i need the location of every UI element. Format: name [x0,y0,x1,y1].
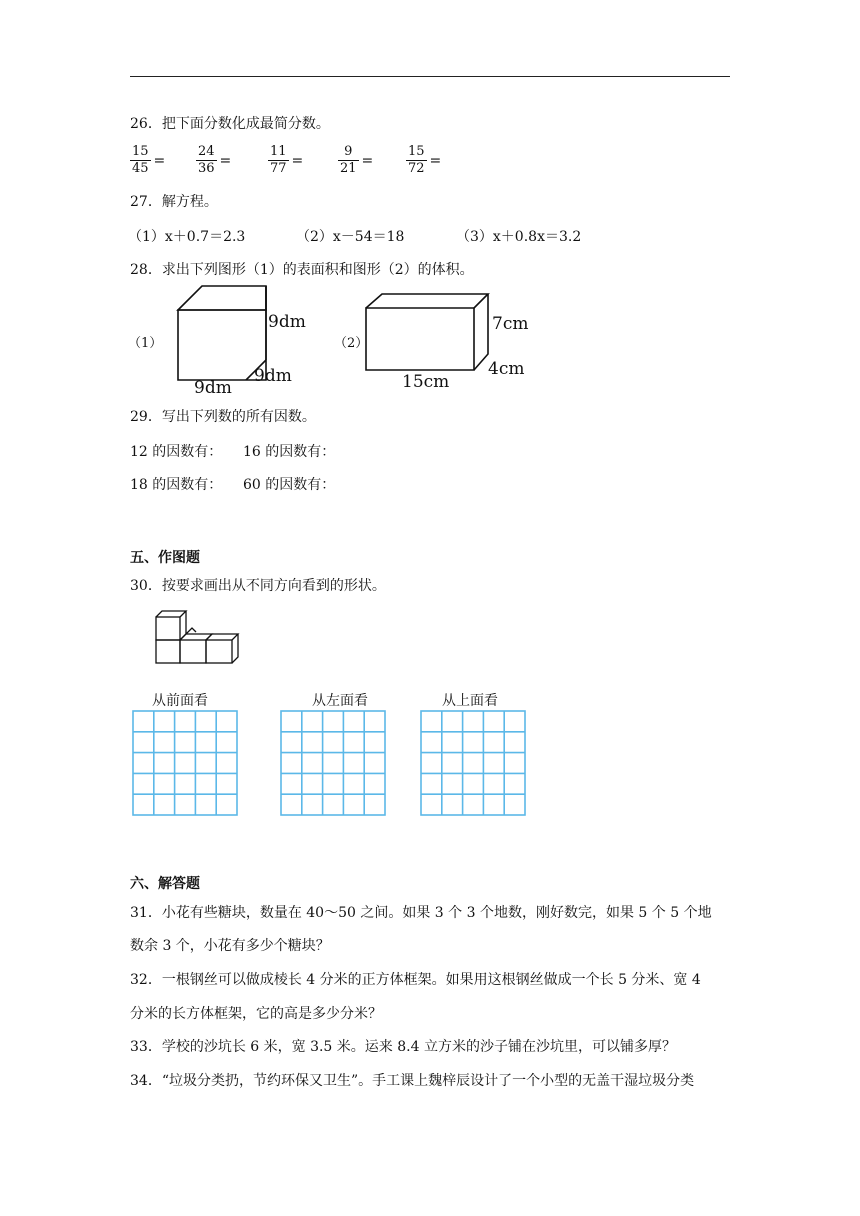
fraction-3: 11 77 = [270,144,304,176]
q32-line1: 32．一根钢丝可以做成棱长 4 分米的正方体框架。如果用这根钢丝做成一个长 5 分米、宽 4 [130,972,701,988]
factor-prompt-12: 12 的因数有： [130,444,223,460]
q31-line1: 31．小花有些糖块，数量在 40～50 之间。如果 3 个 3 个地数，刚好数完，如果 5 个 5 个地 [130,905,712,921]
grid-front-view[interactable] [132,710,238,816]
equation-3: （3）x＋0.8x＝3.2 [456,229,582,245]
factor-prompt-60: 60 的因数有： [243,477,336,493]
cuboid-length-label: 15cm [402,372,450,392]
q26-title: 26．把下面分数化成最简分数。 [130,116,330,132]
figure-1-label: （1） [128,336,163,351]
grid-top-view[interactable] [420,710,526,816]
cuboid-depth-label: 4cm [488,359,525,379]
q31-line2: 数余 3 个，小花有多少个糖块？ [130,938,330,954]
q32-line2: 分米的长方体框架，它的高是多少分米？ [130,1006,382,1022]
factor-prompt-16: 16 的因数有： [243,444,336,460]
view-front-label: 从前面看 [152,693,208,709]
cuboid-height-label: 7cm [492,314,529,334]
factor-prompt-18: 18 的因数有： [130,477,223,493]
fraction-2: 24 36 = [198,144,232,176]
grid-left-view[interactable] [280,710,386,816]
fraction-4: 9 21 = [340,144,374,176]
view-top-label: 从上面看 [442,693,498,709]
q27-title: 27．解方程。 [130,194,218,210]
q29-title: 29．写出下列数的所有因数。 [130,409,316,425]
equation-1: （1）x＋0.7＝2.3 [128,229,246,245]
cube-height-label: 9dm [268,312,306,332]
fraction-1: 15 45 = [132,144,166,176]
q33-line1: 33．学校的沙坑长 6 米，宽 3.5 米。运来 8.4 立方米的沙子铺在沙坑里，可以铺多厚？ [130,1039,676,1055]
header-rule [130,76,730,77]
section-5-heading: 五、作图题 [130,550,200,566]
section-6-heading: 六、解答题 [130,876,200,892]
cube-depth-label: 9dm [254,366,292,386]
q30-title: 30．按要求画出从不同方向看到的形状。 [130,578,386,594]
q28-title: 28．求出下列图形（1）的表面积和图形（2）的体积。 [130,262,474,278]
equation-2: （2）x－54＝18 [296,229,405,245]
fraction-5: 15 72 = [408,144,442,176]
cube-width-label: 9dm [194,378,232,398]
figure-2-label: （2） [334,336,369,351]
q34-line1: 34．“垃圾分类扔，节约环保又卫生”。手工课上魏梓辰设计了一个小型的无盖干湿垃圾分类 [130,1073,695,1089]
cuboid-figure [362,290,492,374]
view-left-label: 从左面看 [312,693,368,709]
block-figure [154,604,244,666]
